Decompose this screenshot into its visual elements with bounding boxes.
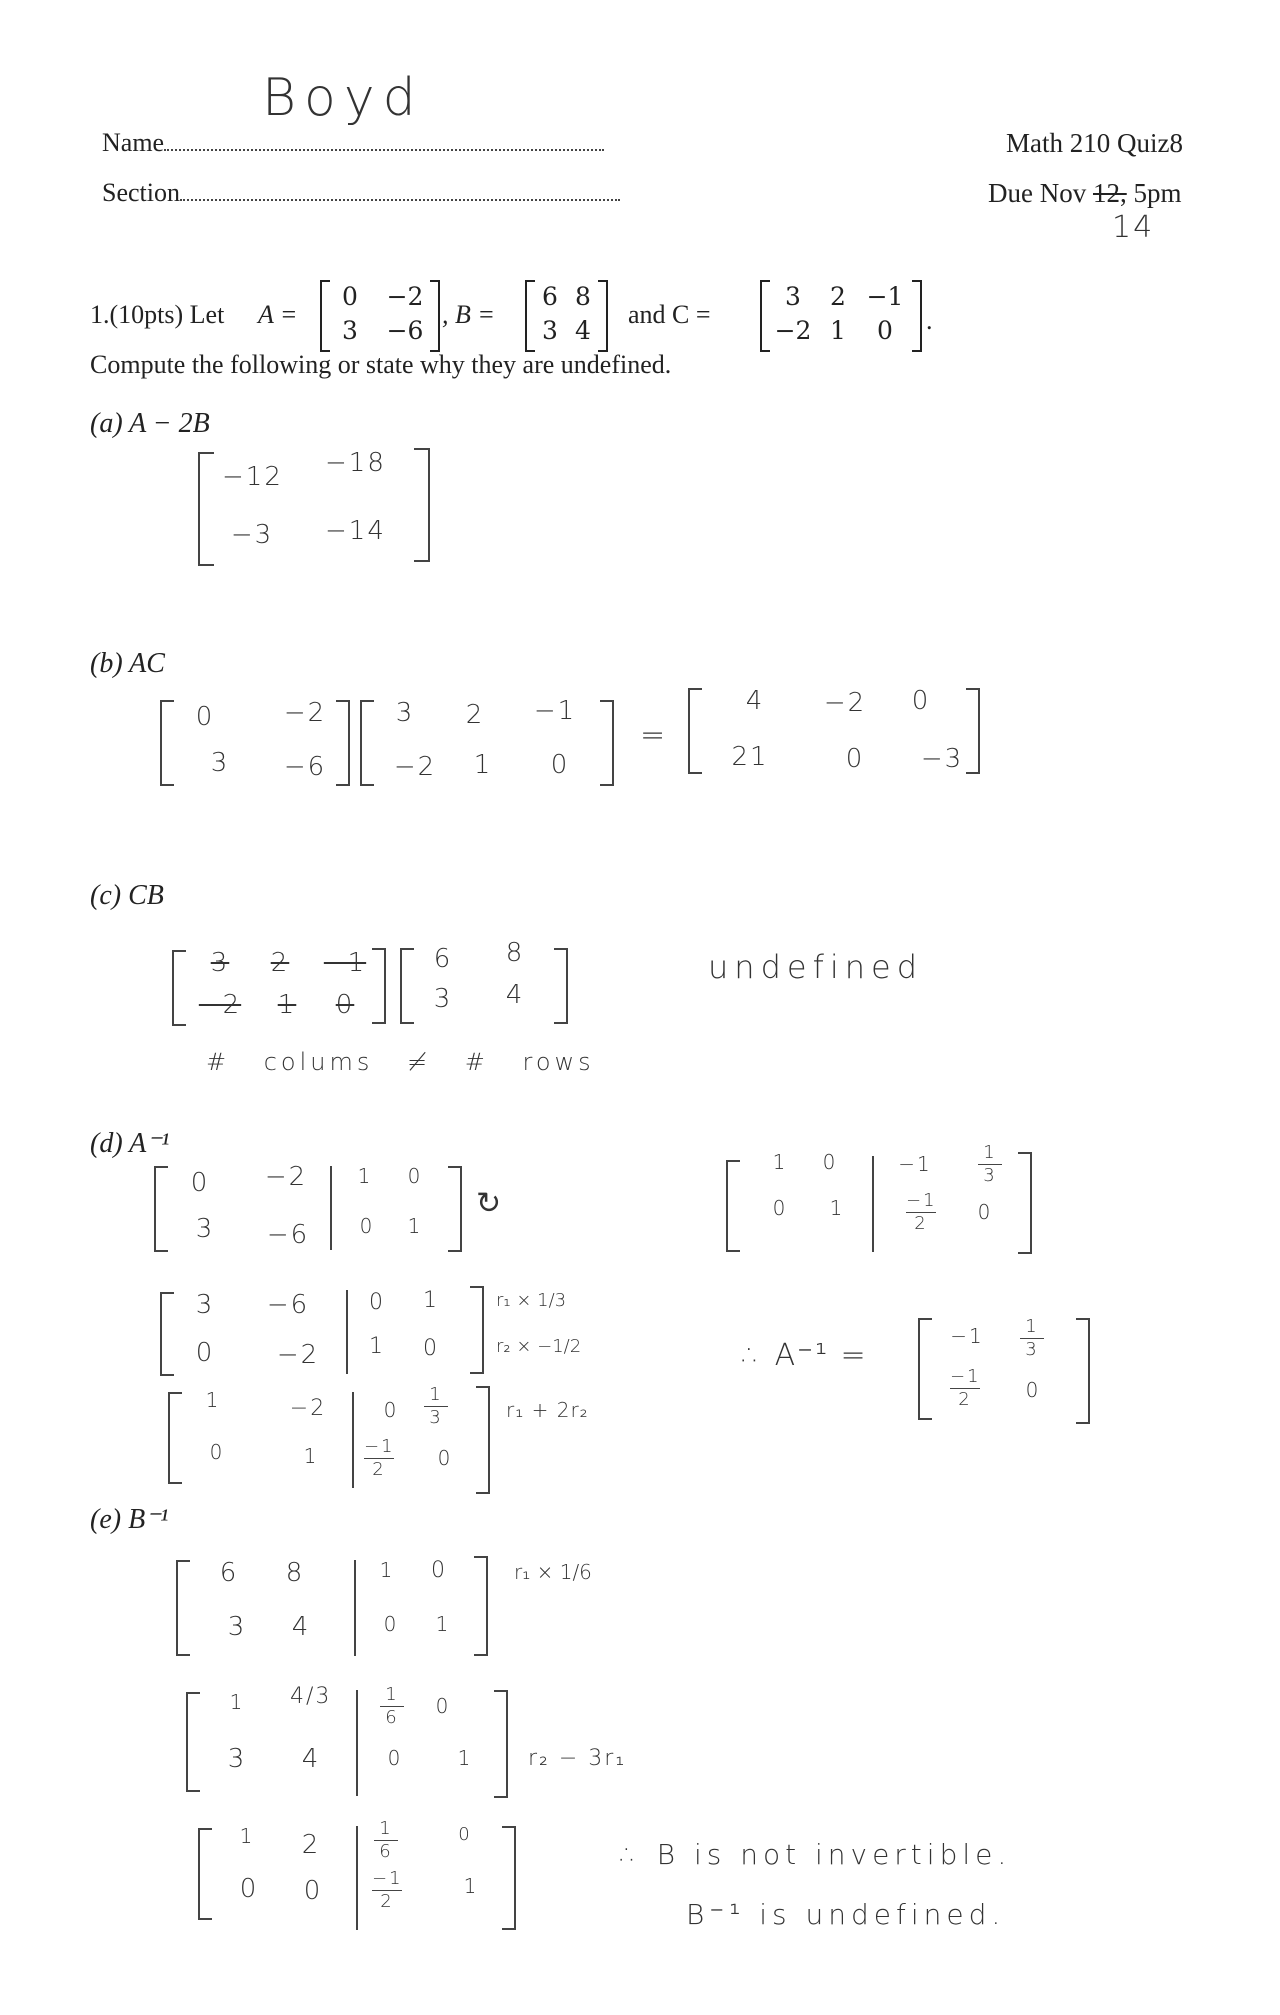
part-b-C-cell: −1: [533, 696, 577, 726]
matrix-C-name: and C =: [628, 300, 711, 329]
part-e-step1-cell: 8: [285, 1558, 305, 1588]
part-c-B-cell: 8: [505, 938, 525, 968]
part-b-result-left-bracket: [688, 688, 702, 774]
matrix-C-cell: 1: [830, 316, 846, 345]
part-e-step3-fraction: 1 6: [374, 1820, 398, 1861]
section-label: Section: [102, 178, 180, 207]
part-e-step1-cell: 3: [227, 1612, 247, 1642]
period: .: [926, 306, 933, 335]
matrix-A-cell: 0: [342, 282, 358, 311]
student-name-handwritten: Boyd: [262, 68, 424, 128]
part-d-step1-cell: 0: [190, 1168, 210, 1198]
part-b-result-cell: 4: [745, 686, 765, 716]
part-e-step2-cell: 3: [227, 1744, 247, 1774]
section-field: [102, 178, 620, 208]
part-b-C-cell: 3: [395, 698, 415, 728]
part-c-B-cell: 6: [433, 944, 453, 974]
part-e-conclusion-2: B⁻¹ is undefined.: [686, 1898, 1006, 1931]
part-d-inverse-left-bracket: [918, 1318, 932, 1420]
part-e-step2-cell: 0: [435, 1694, 451, 1718]
part-a-left-bracket: [198, 452, 214, 566]
part-e-step2-fraction: 1 6: [380, 1686, 404, 1727]
part-b-C-cell: 0: [550, 750, 570, 780]
part-d-final-right-bracket: [1018, 1152, 1032, 1254]
part-e-conclusion-1: ∴ B is not invertible.: [620, 1838, 1012, 1871]
part-b-result-cell: −2: [823, 688, 867, 718]
matrix-A-cell: −6: [386, 316, 424, 345]
part-b-equals-sign: =: [640, 718, 668, 753]
due-time: 5pm: [1133, 178, 1182, 208]
part-e-step1-cell: 1: [379, 1558, 395, 1582]
part-d-final-cell: 0: [822, 1150, 838, 1174]
part-a-label: (a) A − 2B: [90, 408, 210, 439]
matrix-B-name: , B =: [442, 300, 495, 329]
part-d-final-left-bracket: [726, 1160, 740, 1252]
part-e-step3-cell: 0: [239, 1874, 259, 1904]
part-e-step3-left-bracket: [198, 1828, 212, 1920]
part-d-step1-cell: 1: [407, 1214, 423, 1238]
part-d-step1-cell: 0: [359, 1214, 375, 1238]
part-e-step3-augment-bar: [356, 1826, 358, 1930]
part-d-step3-cell: 1: [303, 1444, 319, 1468]
swap-rows-arrow-icon: ↻: [476, 1186, 504, 1221]
part-d-step3-cell: 0: [437, 1446, 453, 1470]
part-e-step3-cell: 1: [463, 1874, 479, 1898]
matrix-C-right-bracket: [912, 280, 922, 352]
part-b-C-left-bracket: [360, 700, 374, 786]
part-d-step2-cell: 1: [369, 1334, 385, 1359]
matrix-A-left-bracket: [320, 280, 330, 352]
part-e-step2-cell: 4: [301, 1744, 321, 1774]
due-struck-date: 12,: [1092, 178, 1127, 208]
part-d-step2-cell: 3: [195, 1290, 215, 1320]
part-e-step3-cell: 1: [239, 1824, 255, 1848]
part-d-step2-cell: 0: [195, 1338, 215, 1368]
part-c-C-cell-crossed: 1: [277, 990, 297, 1020]
part-b-A-cell: 0: [195, 702, 215, 732]
matrix-C-left-bracket: [760, 280, 770, 352]
part-e-step1-cell: 0: [383, 1612, 399, 1636]
part-c-B-right-bracket: [554, 948, 568, 1024]
due-date: [988, 178, 1182, 209]
course-title: Math 210 Quiz8: [1006, 128, 1183, 158]
part-e-step1-cell: 6: [219, 1558, 239, 1588]
part-e-step1-augment-bar: [354, 1560, 356, 1656]
part-d-step2-right-bracket: [470, 1286, 484, 1374]
part-d-step1-right-bracket: [448, 1166, 462, 1252]
part-b-result-cell: 21: [731, 742, 769, 772]
part-e-step3-right-bracket: [502, 1826, 516, 1930]
part-c-B-cell: 3: [433, 984, 453, 1014]
part-e-step1-right-bracket: [474, 1556, 488, 1656]
matrix-C-cell: 2: [830, 282, 846, 311]
matrix-B-cell: 6: [542, 282, 558, 311]
part-b-C-right-bracket: [600, 700, 614, 786]
part-e-step3-cell: 0: [458, 1824, 472, 1845]
part-d-step2-cell: 0: [369, 1290, 385, 1315]
part-e-step2-cell: 0: [387, 1746, 403, 1770]
part-c-B-left-bracket: [400, 948, 414, 1024]
part-d-inverse-cell: 0: [1025, 1378, 1041, 1402]
part-e-step1-left-bracket: [176, 1560, 190, 1656]
part-d-row-op-1: r₁ × 1/3: [496, 1290, 567, 1311]
matrix-A-cell: 3: [342, 316, 358, 345]
matrix-B-right-bracket: [598, 280, 608, 352]
part-b-result-cell: 0: [845, 744, 865, 774]
part-e-step2-left-bracket: [186, 1692, 200, 1792]
part-e-step1-cell: 0: [431, 1558, 447, 1583]
part-b-result-cell: −3: [920, 744, 964, 774]
part-d-final-augment-bar: [872, 1156, 874, 1252]
problem-instruction: Compute the following or state why they are undefined.: [90, 350, 672, 379]
matrix-C-cell: −2: [774, 316, 812, 345]
part-d-inverse-fraction: −1 2: [950, 1366, 981, 1410]
problem-intro: 1.(10pts) Let: [90, 300, 225, 329]
matrix-B-cell: 4: [575, 316, 591, 345]
part-d-step3-cell: 1: [205, 1388, 221, 1412]
part-d-step2-cell: −2: [276, 1340, 320, 1370]
part-b-C-cell: 2: [465, 700, 485, 730]
part-d-step3-augment-bar: [352, 1392, 354, 1488]
part-d-step2-left-bracket: [160, 1292, 174, 1376]
part-d-step1-left-bracket: [154, 1166, 168, 1252]
part-e-step2-fraction: 4/3: [290, 1684, 332, 1709]
part-c-answer: undefined: [708, 948, 923, 986]
name-field: [102, 128, 604, 158]
part-c-B-cell: 4: [505, 980, 525, 1010]
part-a-cell: −12: [222, 462, 283, 492]
part-d-step3-left-bracket: [168, 1392, 182, 1484]
part-b-result-right-bracket: [966, 688, 980, 774]
part-d-inverse-fraction: 1 3: [1020, 1318, 1044, 1359]
part-a-cell: −3: [230, 520, 274, 550]
part-d-step3-fraction: −1 2: [364, 1436, 395, 1480]
part-c-C-cell-crossed: −1: [323, 948, 367, 978]
part-e-label: (e) B⁻¹: [90, 1504, 169, 1535]
part-b-A-left-bracket: [160, 700, 174, 786]
part-d-inverse-right-bracket: [1076, 1318, 1090, 1424]
part-d-step2-augment-bar: [346, 1290, 348, 1374]
part-c-label: (c) CB: [90, 880, 164, 911]
part-d-final-fraction: 1 3: [978, 1144, 1002, 1185]
part-d-step1-augment-bar: [330, 1166, 332, 1250]
part-d-step1-cell: 0: [407, 1164, 423, 1188]
matrix-C-cell: 0: [877, 316, 893, 345]
part-a-cell: −18: [325, 448, 386, 478]
part-d-row-op-2: r₂ × −1/2: [496, 1336, 582, 1357]
part-d-step1-cell: −2: [264, 1162, 308, 1192]
part-b-A-right-bracket: [336, 700, 350, 786]
part-d-final-fraction: −1 2: [906, 1190, 937, 1234]
part-b-A-cell: −2: [283, 698, 327, 728]
part-e-step1-cell: 1: [435, 1612, 451, 1636]
part-d-final-cell: 1: [829, 1196, 845, 1220]
part-d-step2-cell: 1: [423, 1288, 439, 1313]
matrix-C-cell: −1: [866, 282, 904, 311]
due-prefix: Due Nov: [988, 178, 1087, 208]
part-e-step3-cell: 0: [303, 1876, 323, 1906]
part-c-C-cell-crossed: 2: [270, 948, 290, 978]
matrix-A-name: A =: [258, 300, 298, 329]
part-d-step3-cell: 0: [383, 1398, 399, 1422]
part-d-conclusion: ∴ A⁻¹ =: [742, 1338, 868, 1373]
part-d-step3-cell: 0: [209, 1440, 225, 1464]
part-c-dimension-note: # colums ≠ # rows: [206, 1048, 595, 1076]
part-d-step2-cell: −6: [266, 1290, 310, 1320]
matrix-A-right-bracket: [430, 280, 440, 352]
part-b-result-cell: 0: [911, 686, 931, 716]
part-e-step1-cell: 4: [291, 1612, 311, 1642]
part-c-C-right-bracket: [372, 948, 386, 1024]
matrix-A-cell: −2: [386, 282, 424, 311]
part-e-step3-fraction: −1 2: [372, 1868, 403, 1912]
part-a-cell: −14: [325, 516, 386, 546]
part-d-row-op-3: r₁ + 2r₂: [506, 1398, 589, 1422]
part-d-step3-right-bracket: [476, 1386, 490, 1494]
part-c-C-left-bracket: [172, 950, 186, 1026]
part-e-row-op-2: r₂ − 3r₁: [528, 1746, 627, 1771]
part-b-C-cell: 1: [473, 750, 493, 780]
part-b-label: (b) AC: [90, 648, 165, 679]
matrix-C-cell: 3: [785, 282, 801, 311]
part-d-inverse-cell: −1: [950, 1324, 984, 1348]
part-d-step1-cell: 1: [357, 1164, 373, 1188]
part-e-step2-cell: 1: [457, 1746, 473, 1770]
part-c-C-cell-crossed: −2: [198, 990, 242, 1020]
due-correction-handwritten: 14: [1112, 210, 1155, 245]
matrix-B-cell: 3: [542, 316, 558, 345]
part-d-step2-cell: 0: [423, 1336, 439, 1361]
matrix-B-left-bracket: [525, 280, 535, 352]
part-e-step2-right-bracket: [494, 1690, 508, 1798]
part-d-step3-fraction: 1 3: [424, 1386, 448, 1427]
part-d-step1-cell: 3: [195, 1214, 215, 1244]
part-b-C-cell: −2: [393, 752, 437, 782]
part-d-step1-cell: −6: [266, 1220, 310, 1250]
part-b-A-cell: −6: [283, 752, 327, 782]
matrix-B-cell: 8: [575, 282, 591, 311]
part-d-label: (d) A⁻¹: [90, 1128, 170, 1159]
part-a-right-bracket: [414, 448, 430, 562]
part-d-final-cell: 0: [772, 1196, 788, 1220]
part-c-C-cell-crossed: 3: [210, 948, 230, 978]
part-e-row-op-1: r₁ × 1/6: [514, 1560, 592, 1584]
part-e-step3-cell: 2: [301, 1830, 321, 1860]
part-b-A-cell: 3: [210, 748, 230, 778]
part-d-step3-cell: −2: [289, 1396, 327, 1421]
part-e-step2-augment-bar: [356, 1690, 358, 1796]
part-d-final-cell: 0: [977, 1200, 993, 1224]
part-d-final-cell: 1: [772, 1150, 788, 1174]
part-c-C-cell-crossed: 0: [335, 990, 355, 1020]
name-label: Name: [102, 128, 165, 157]
part-e-step2-cell: 1: [229, 1690, 245, 1714]
part-d-final-cell: −1: [898, 1152, 932, 1176]
